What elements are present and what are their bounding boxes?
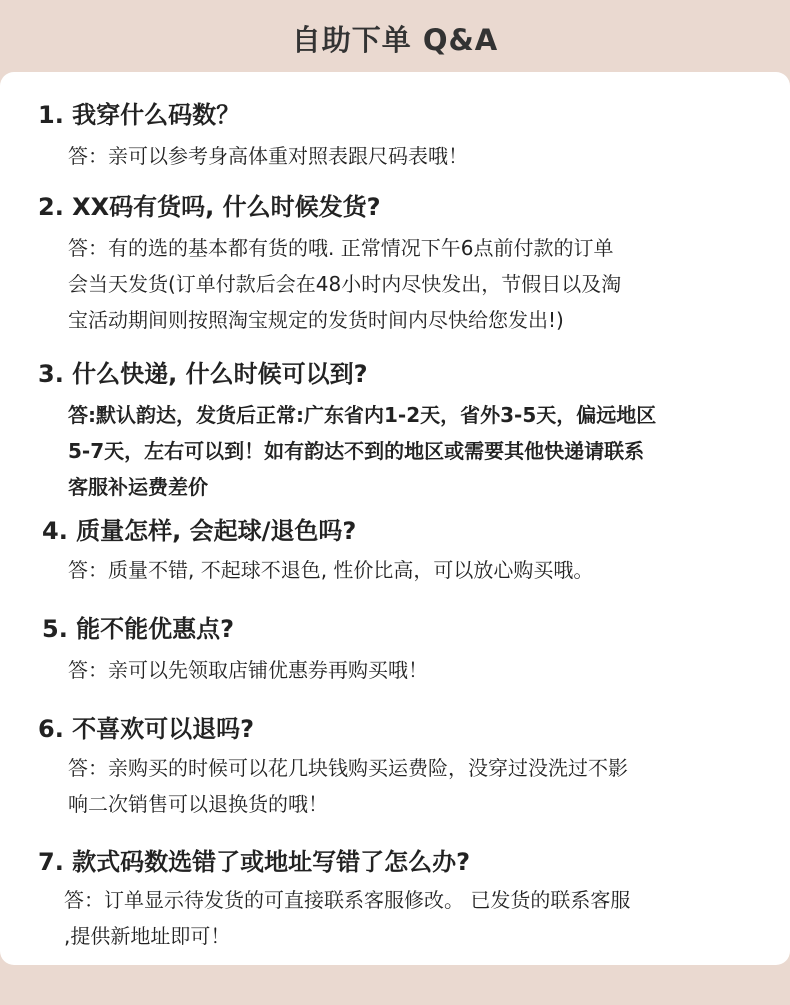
faq-answer-1 <box>68 138 468 174</box>
faq-answer-7 <box>64 882 630 954</box>
page-title: 自助下单 Q&A <box>291 23 499 57</box>
faq-answer-3 <box>68 397 656 505</box>
faq-answer-4-line-1: 答：质量不错, 不起球不退色, 性价比高，可以放心购买哦。 <box>68 558 594 582</box>
faq-question-1: 1. 我穿什么码数？ <box>38 101 241 129</box>
faq-answer-2 <box>68 230 621 338</box>
faq-answer-3-line-3: 客服补运费差价 <box>68 475 208 499</box>
faq-question-4: 4. 质量怎样, 会起球/退色吗? <box>42 517 357 545</box>
faq-question-7: 7. 款式码数选错了或地址写错了怎么办? <box>38 848 471 876</box>
faq-answer-6-line-2: 响二次销售可以退换货的哦！ <box>68 792 328 816</box>
faq-answer-5-line-1: 答：亲可以先领取店铺优惠券再购买哦！ <box>68 658 428 682</box>
faq-answer-2-line-1: 答：有的选的基本都有货的哦. 正常情况下午6点前付款的订单 <box>68 236 614 260</box>
faq-answer-1-line-1: 答：亲可以参考身高体重对照表跟尺码表哦！ <box>68 144 468 168</box>
faq-answer-6 <box>68 750 628 822</box>
faq-answer-3-line-2: 5-7天，左右可以到！如有韵达不到的地区或需要其他快递请联系 <box>68 439 645 463</box>
faq-question-5: 5. 能不能优惠点? <box>42 615 235 643</box>
faq-answer-2-line-3: 宝活动期间则按照淘宝规定的发货时间内尽快给您发出!) <box>68 308 564 332</box>
faq-question-2: 2. XX码有货吗, 什么时候发货? <box>38 193 381 221</box>
faq-answer-6-line-1: 答：亲购买的时候可以花几块钱购买运费险，没穿过没洗过不影 <box>68 756 628 780</box>
faq-answer-3-line-1: 答:默认韵达，发货后正常:广东省内1-2天，省外3-5天，偏远地区 <box>68 403 657 427</box>
faq-answer-4 <box>68 552 593 588</box>
faq-answer-2-line-2: 会当天发货(订单付款后会在48小时内尽快发出，节假日以及淘 <box>68 272 622 296</box>
faq-answer-5 <box>68 652 428 688</box>
faq-answer-7-line-1: 答：订单显示待发货的可直接联系客服修改。 已发货的联系客服 <box>64 888 631 912</box>
faq-question-6: 6. 不喜欢可以退吗? <box>38 715 255 743</box>
faq-card <box>0 72 790 965</box>
faq-answer-7-line-2: ,提供新地址即可！ <box>64 924 231 948</box>
faq-question-3: 3. 什么快递, 什么时候可以到? <box>38 360 368 388</box>
